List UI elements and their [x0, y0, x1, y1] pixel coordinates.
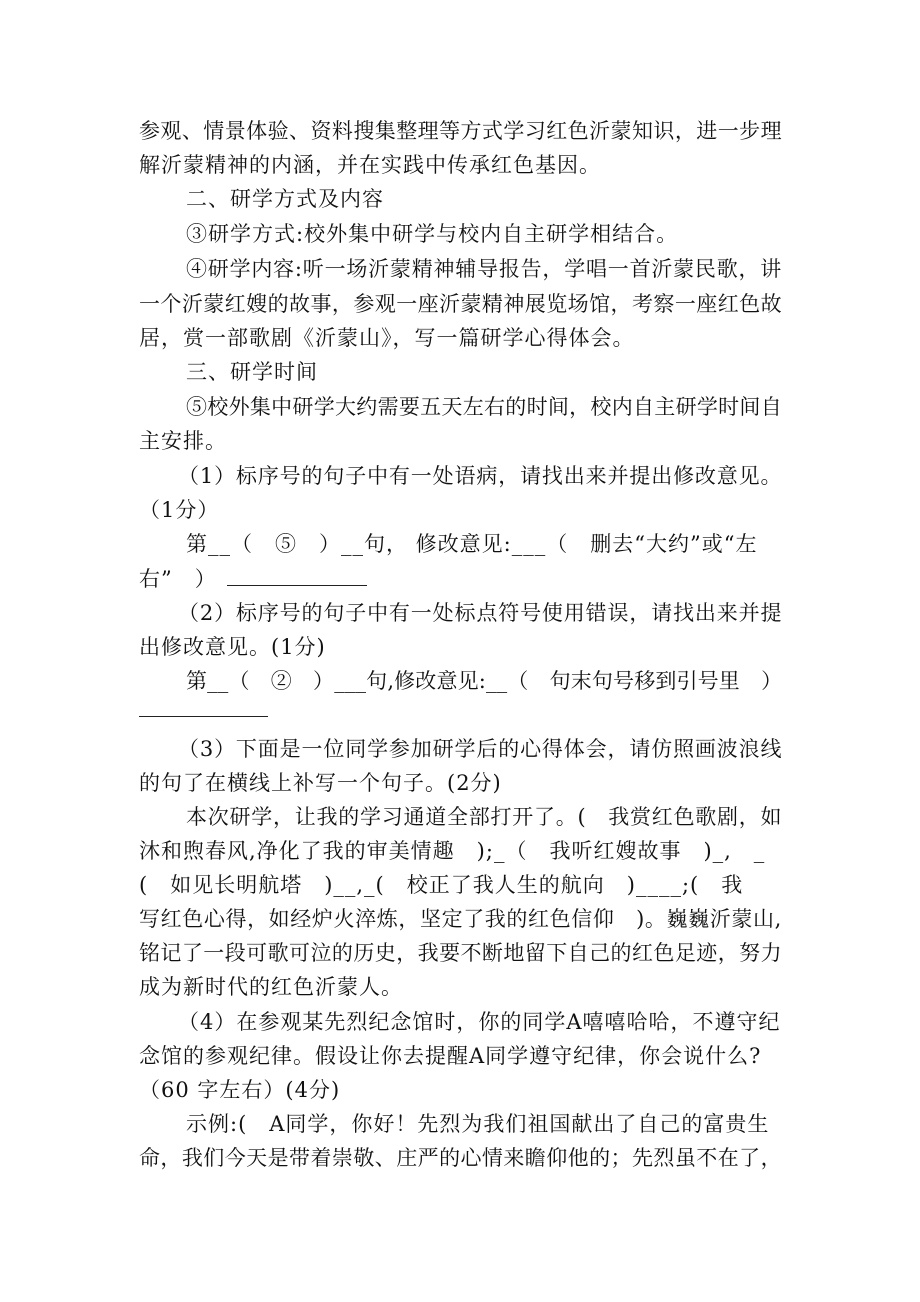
answer-2-line: 第__（ ② ）___句,修改意见:__（ 句末句号移到引号里 ） [186, 669, 783, 693]
item-4-content-line-1: ④研学内容:听一场沂蒙精神辅导报告，学唱一首沂蒙民歌，讲 [186, 257, 783, 281]
intro-text-line-2: 解沂蒙精神的内涵，并在实践中传承红色基因。 [139, 153, 601, 177]
intro-text-line-1: 参观、情景体验、资料搜集整理等方式学习红色沂蒙知识，进一步理 [139, 119, 782, 143]
question-4-line-3: （60 字左右）(4分) [139, 1078, 341, 1102]
question-2-line-2: 出修改意见。(1分) [139, 635, 326, 659]
answer-4-line-2: 命，我们今天是带着崇敬、庄严的心情来瞻仰他的；先烈虽不在了， [139, 1146, 782, 1170]
question-1-line-1: （1）标序号的句子中有一处语病，请找出来并提出修改意见。 [178, 464, 783, 488]
answer-1-text: 右” ） [139, 567, 217, 591]
answer-2-underline [139, 716, 268, 717]
item-4-content-line-2: 一个沂蒙红嫂的故事，参观一座沂蒙精神展览场馆，考察一座红色故 [139, 292, 782, 316]
answer-3-line-5: 铭记了一段可歌可泣的历史，我要不断地留下自己的红色足迹，努力 [139, 941, 782, 965]
answer-3-line-6: 成为新时代的红色沂蒙人。 [139, 975, 403, 999]
answer-4-line-1: 示例:( A同学，你好！先烈为我们祖国献出了自己的富贵生 [186, 1112, 770, 1136]
answer-3-line-2: 沐和煦春风,净化了我的审美情趣 );_（ 我听红嫂故事 )_, _ [139, 839, 766, 863]
question-2-line-1: （2）标序号的句子中有一处标点符号使用错误，请找出来并提 [178, 601, 783, 625]
question-3-line-2: 的句了在横线上补写一个句子。(2分) [139, 771, 502, 795]
section-heading-method: 二、研学方式及内容 [186, 187, 384, 211]
item-5-time-line-2: 主安排。 [139, 429, 227, 453]
answer-1-line-2 [139, 565, 367, 592]
question-3-line-1: （3）下面是一位同学参加研学后的心得体会，请仿照画波浪线 [178, 737, 783, 761]
answer-3-line-4: 写红色心得，如经炉火淬炼，坚定了我的红色信仰 )。巍巍沂蒙山, [139, 907, 782, 931]
answer-1-line-1: 第__（ ⑤ ）__句， 修改意见:___（ 删去“大约”或“左 [186, 532, 758, 556]
answer-1-underline [227, 565, 367, 586]
item-4-content-line-3: 居，赏一部歌剧《沂蒙山》，写一篇研学心得体会。 [139, 326, 635, 350]
item-5-time-line-1: ⑤校外集中研学大约需要五天左右的时间，校内自主研学时间自 [186, 395, 782, 419]
section-heading-time: 三、研学时间 [186, 360, 318, 384]
answer-3-line-1: 本次研学，让我的学习通道全部打开了。( 我赏红色歌剧，如 [186, 805, 783, 829]
answer-3-line-3: ( 如见长明航塔 )__,_( 校正了我人生的航向 )____;( 我 [139, 873, 744, 897]
question-4-line-1: （4）在参观某先烈纪念馆时，你的同学A嘻嘻哈哈，不遵守纪 [178, 1010, 781, 1034]
question-1-line-2: （1分） [139, 498, 220, 522]
item-3-method: ③研学方式:校外集中研学与校内自主研学相结合。 [186, 222, 679, 246]
question-4-line-2: 念馆的参观纪律。假设让你去提醒A同学遵守纪律，你会说什么? [139, 1044, 762, 1068]
